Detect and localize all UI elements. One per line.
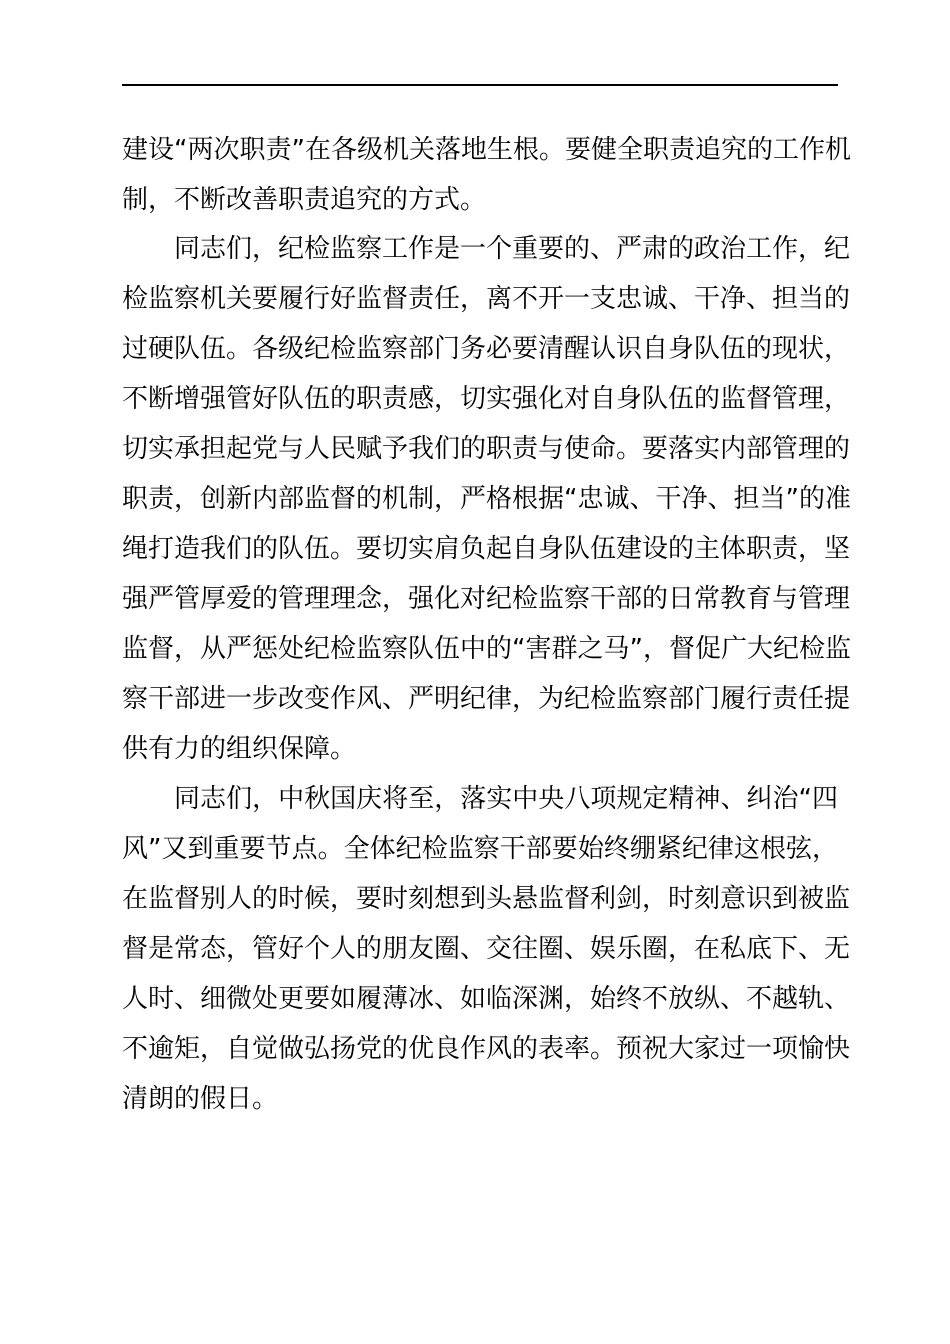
text-line: 不断增强管好队伍的职责感，切实强化对自身队伍的监督管理， [122,384,851,414]
text-line: 人时、细微处更要如履薄冰、如临深渊，始终不放纵、不越轨、 [122,984,851,1014]
text-line: 制，不断改善职责追究的方式。 [122,185,487,215]
text-line: 切实承担起党与人民赋予我们的职责与使命。要落实内部管理的 [122,434,851,464]
text-line: 强严管厚爱的管理理念，强化对纪检监察干部的日常教育与管理 [122,584,851,614]
text-line: 风”又到重要节点。全体纪检监察干部要始终绷紧纪律这根弦， [122,834,838,864]
text-line: 清朗的假日。 [122,1084,279,1114]
header-rule [122,84,838,86]
text-line: 供有力的组织保障。 [122,734,357,764]
text-line: 同志们，中秋国庆将至，落实中央八项规定精神、纠治“四 [122,784,838,814]
text-line: 不逾矩，自觉做弘扬党的优良作风的表率。预祝大家过一项愉快 [122,1034,851,1064]
text-line: 督是常态，管好个人的朋友圈、交往圈、娱乐圈，在私底下、无 [122,934,851,964]
text-line: 建设“两次职责”在各级机关落地生根。要健全职责追究的工作机 [122,135,851,165]
text-line: 监督，从严惩处纪检监察队伍中的“害群之马”，督促广大纪检监 [122,634,851,664]
text-line: 察干部进一步改变作风、严明纪律，为纪检监察部门履行责任提 [122,684,851,714]
text-line: 检监察机关要履行好监督责任，离不开一支忠诚、干净、担当的 [122,284,851,314]
text-line: 职责，创新内部监督的机制，严格根据“忠诚、干净、担当”的准 [122,484,851,514]
text-line: 在监督别人的时候，要时刻想到头悬监督利剑，时刻意识到被监 [122,884,851,914]
text-line: 绳打造我们的队伍。要切实肩负起自身队伍建设的主体职责，坚 [122,534,851,564]
text-line: 过硬队伍。各级纪检监察部门务必要清醒认识自身队伍的现状， [122,334,851,364]
text-line: 同志们，纪检监察工作是一个重要的、严肃的政治工作，纪 [122,234,851,264]
